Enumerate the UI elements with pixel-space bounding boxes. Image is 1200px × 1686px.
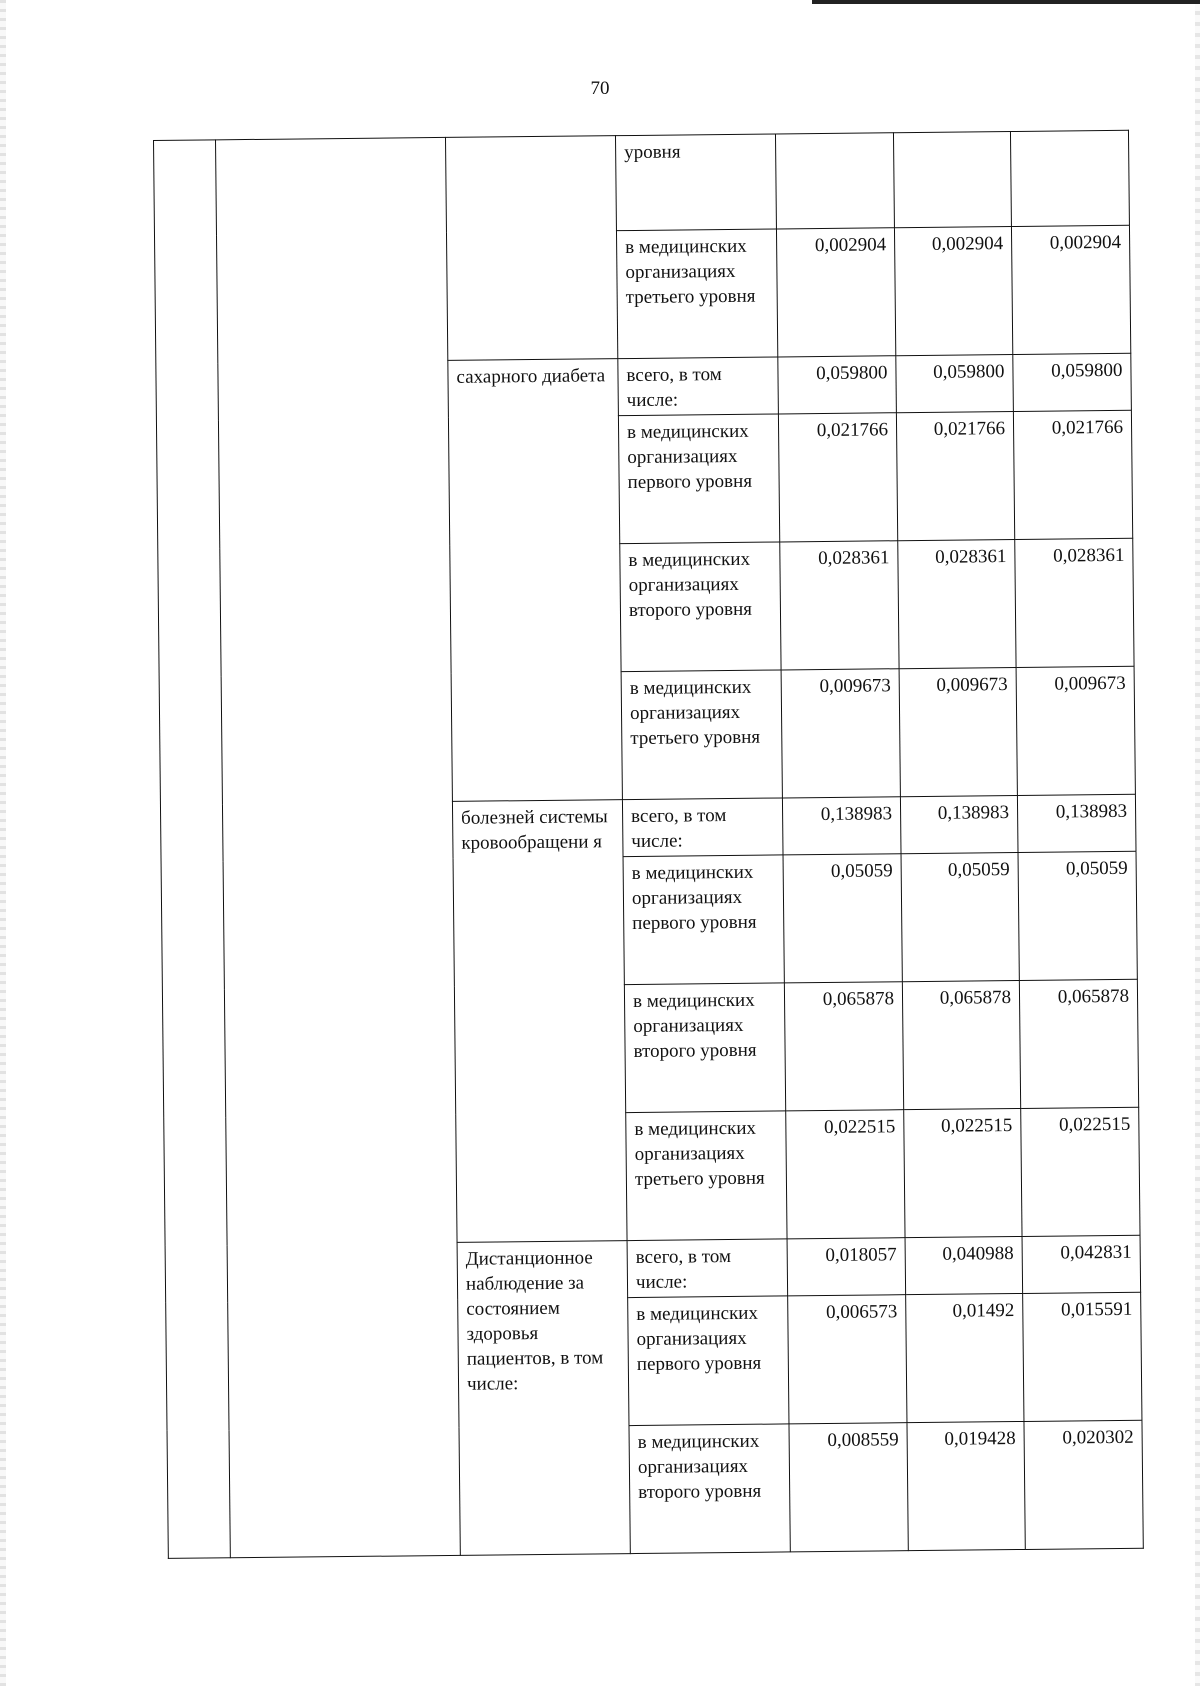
table-cell-level: в медицинских организациях второго уровня [629, 1424, 790, 1554]
table-cell-value: 0,059800 [896, 355, 1014, 413]
scan-top-line [812, 0, 1200, 4]
table-cell-value [893, 132, 1011, 228]
table-cell-value: 0,021766 [896, 412, 1014, 541]
table-cell-value [775, 133, 894, 229]
table-cell-level: в медицинских организациях второго уровня [620, 542, 781, 672]
page-number: 70 [590, 78, 610, 99]
table-cell-value: 0,138983 [900, 795, 1018, 853]
table-cell-level: в медицинских организациях первого уровня [628, 1296, 789, 1426]
table-cell-category [445, 136, 617, 361]
table-cell-value: 0,065878 [1019, 979, 1138, 1108]
scan-edge-left [0, 0, 6, 1686]
table-cell-value: 0,022515 [1021, 1107, 1140, 1236]
table-cell-value: 0,040988 [905, 1236, 1023, 1294]
table-cell-value: 0,019428 [907, 1421, 1025, 1550]
table-cell-value: 0,002904 [1011, 225, 1130, 354]
table-cell-level: уровня [615, 134, 776, 231]
table-cell-value: 0,009673 [781, 669, 900, 798]
table-cell-value: 0,022515 [786, 1110, 905, 1239]
table-cell-value: 0,042831 [1022, 1235, 1141, 1293]
table-cell-level: в медицинских организациях третьего уровня [621, 670, 782, 800]
table-row [154, 130, 1130, 235]
table-cell-value: 0,05059 [1018, 851, 1137, 980]
table-cell-value: 0,020302 [1024, 1420, 1143, 1549]
table-cell-value: 0,028361 [1015, 538, 1134, 667]
table-cell-value: 0,065878 [784, 982, 903, 1111]
table-cell-value: 0,05059 [901, 852, 1019, 981]
table-cell-value: 0,059800 [1013, 353, 1132, 411]
table-cell-value: 0,009673 [899, 667, 1017, 796]
table-cell-level: всего, в том числе: [622, 798, 783, 857]
table-cell-value: 0,021766 [1013, 410, 1132, 539]
table-cell-value: 0,006573 [788, 1295, 907, 1424]
table-cell-value: 0,028361 [898, 539, 1016, 668]
table-cell-value: 0,015591 [1023, 1292, 1142, 1421]
table-cell-value: 0,138983 [1017, 794, 1136, 852]
table-cell-value: 0,138983 [782, 797, 901, 855]
table-cell-category: сахарного диабета [448, 359, 623, 802]
table-cell-category: болезней системы кровообращени я [452, 800, 627, 1243]
table-cell-level: в медицинских организациях второго уровня [624, 983, 785, 1113]
table-cell-level: в медицинских организациях третьего уровня [626, 1111, 787, 1241]
table-cell-value: 0,008559 [789, 1423, 908, 1552]
table-cell-value: 0,01492 [906, 1293, 1024, 1422]
table-cell-level: всего, в том числе: [627, 1239, 788, 1298]
data-table [153, 130, 1144, 1559]
table-cell-value: 0,002904 [776, 228, 895, 357]
table-cell-value: 0,028361 [780, 541, 899, 670]
table-cell-value: 0,022515 [904, 1108, 1022, 1237]
table-cell-value: 0,009673 [1016, 666, 1135, 795]
table-cell-value: 0,05059 [783, 854, 902, 983]
scan-edge-right [1195, 0, 1200, 1686]
table-cell-category: Дистанционное наблюдение за состоянием здоровья пациентов, в том числе: [457, 1241, 630, 1556]
table-cell-level: в медицинских организациях первого уровня [623, 855, 784, 985]
table-cell-value [1010, 130, 1129, 226]
table-cell-level: в медицинских организациях третьего уровня [616, 229, 777, 359]
table-cell-value: 0,021766 [778, 413, 897, 542]
table-cell-value: 0,002904 [894, 227, 1012, 356]
table-cell-name-column [216, 137, 461, 1557]
table-cell-level: всего, в том числе: [618, 357, 779, 416]
table-cell-value: 0,065878 [902, 980, 1020, 1109]
table-cell-value: 0,059800 [778, 356, 897, 414]
table-cell-value: 0,018057 [787, 1238, 906, 1296]
table-cell-level: в медицинских организациях первого уровня [618, 414, 779, 544]
